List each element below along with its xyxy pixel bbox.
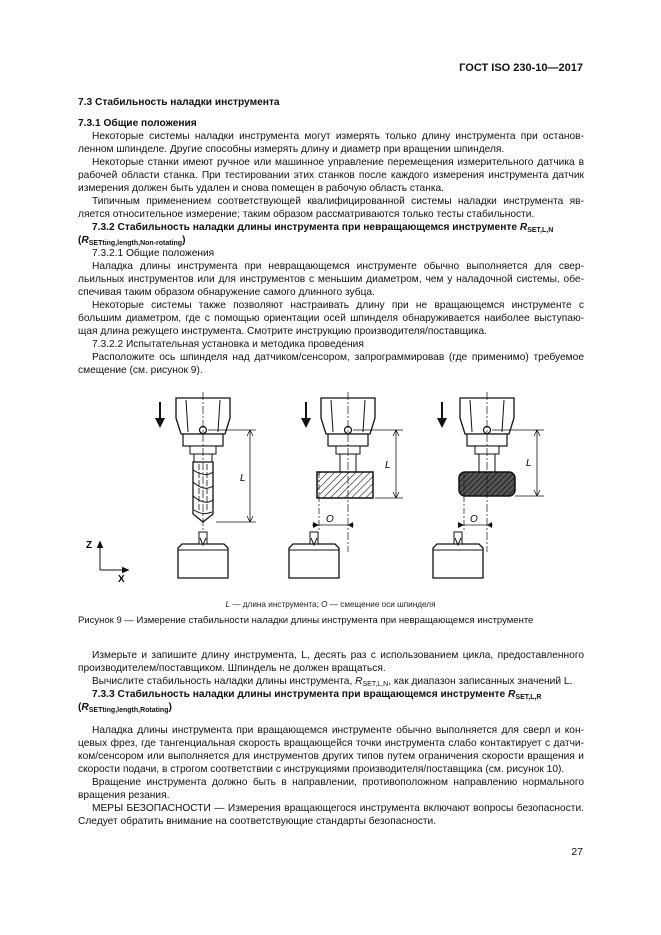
label-O-2: O [326, 514, 334, 525]
axis-z-label: Z [86, 540, 93, 551]
paragraph: Типичным применением соответствующей квалифицированной системы наладки инструмента является относительное измерение; таким образом рассматриваются только тесты стабильности. [78, 196, 584, 220]
section-7-3-2-2-title: 7.3.2.2 Испытательная установка и методика проведения [92, 339, 364, 350]
section-7-3-title: 7.3 Стабильность наладки инструмента [78, 97, 280, 108]
section-7-3-1-title: 7.3.1 Общие положения [78, 118, 197, 129]
sensor-1 [178, 532, 228, 578]
text-block-bottom [78, 649, 584, 828]
paragraph: Вычислите стабильность наладки длины инструмента, $R_{SET,L,N}$, как диапазон записанных значений L. [92, 676, 573, 688]
paragraph: Некоторые станки имеют ручное или машинное управление перемещения измерительного датчика в рабочей области станка. При тестировании этих станков после каждого измерения инструмента датчик измерения должен быть удален и снова помещен в рабочую область станка. [78, 157, 584, 194]
tool-1-drill [155, 392, 256, 552]
label-O-3: O [470, 514, 478, 525]
axes-indicator [86, 540, 129, 585]
safety-note: МЕРЫ БЕЗОПАСНОСТИ — Измерения вращающегося инструмента включают вопросы безопасности. Следует обратить внимание на соответствующие стандарты безопасности. [78, 803, 584, 827]
label-L-3: L [526, 458, 532, 469]
sensor-2 [289, 532, 339, 578]
paragraph: Измерьте и запишите длину инструмента, L, десять раз с использованием цикла, предоставленного производителем/поставщиком. Шпиндель не должен вращаться. [78, 650, 584, 674]
page-number: 27 [571, 846, 583, 858]
standard-header: ГОСТ ISO 230-10—2017 [459, 62, 583, 74]
axis-x-label: X [118, 574, 125, 585]
section-7-3-2-1-title: 7.3.2.1 Общие положения [92, 248, 215, 259]
section-7-3-3-subtitle: $(R_{SETting,length,Rotating})$ [78, 702, 172, 714]
paragraph: Наладка длины инструмента при невращающемся инструменте обычно выполняется для сверльильных инструментов или для инструментов с меньшим диаметром, чем у наладочной системы, обеспечивая таким образом обнаружение самого длинного зубца. [78, 261, 584, 298]
sensor-3 [433, 532, 483, 578]
label-L-2: L [385, 460, 391, 471]
text-block-top [78, 96, 584, 377]
section-7-3-2-subtitle: $(R_{SETting,length,Non-rotating})$ [78, 235, 186, 247]
figure-9-diagram [78, 382, 584, 600]
figure-caption: Рисунок 9 — Измерение стабильности наладки длины инструмента при невращающемся инструменте [78, 615, 534, 626]
paragraph: Наладка длины инструмента при вращающемся инструменте обычно выполняется для сверл и концевых фрез, где тангенциальная скорость вращающейся точки инструмента слабо контактирует с датчиком/сенсором или выполняется для инструментов других типов путем ограничения скорости вращения и скорости подачи, в строгом соответствии с инструкциями производителя/поставщика (см. рисунок 10). [78, 725, 584, 775]
paragraph: Некоторые системы наладки инструмента могут измерять только длину инструмента при остановленном шпинделе. Другие способны измерять длину и диаметр при вращении шпинделя. [78, 131, 584, 155]
tool-3-cutter [437, 392, 544, 552]
tool-2-cutter [301, 392, 403, 552]
section-7-3-3-title: 7.3.3 Стабильность наладки длины инструмента при вращающемся инструменте $R_{SET,L,R}$ [92, 689, 542, 701]
paragraph: Расположите ось шпинделя над датчиком/сенсором, запрограммировав (где применимо) требуемое смещение (см. рисунок 9). [78, 352, 584, 376]
label-L-1: L [240, 473, 246, 484]
figure-legend: L — длина инструмента; O — смещение оси шпинделя [225, 600, 436, 609]
paragraph: Вращение инструмента должно быть в направлении, противоположном направлению нормального вращения резания. [78, 777, 584, 801]
section-7-3-2-title: 7.3.2 Стабильность наладки длины инструмента при невращающемся инструменте $R_{SET,L,N}$ [92, 222, 554, 234]
paragraph: Некоторые системы также позволяют настраивать длину при не вращающемся инструменте с большим диаметром, где с помощью ориентации осей шпинделя обнаруживается наиболее выступающая длина режущего инструмента. Смотрите инструкцию производителя/поставщика. [78, 300, 584, 337]
